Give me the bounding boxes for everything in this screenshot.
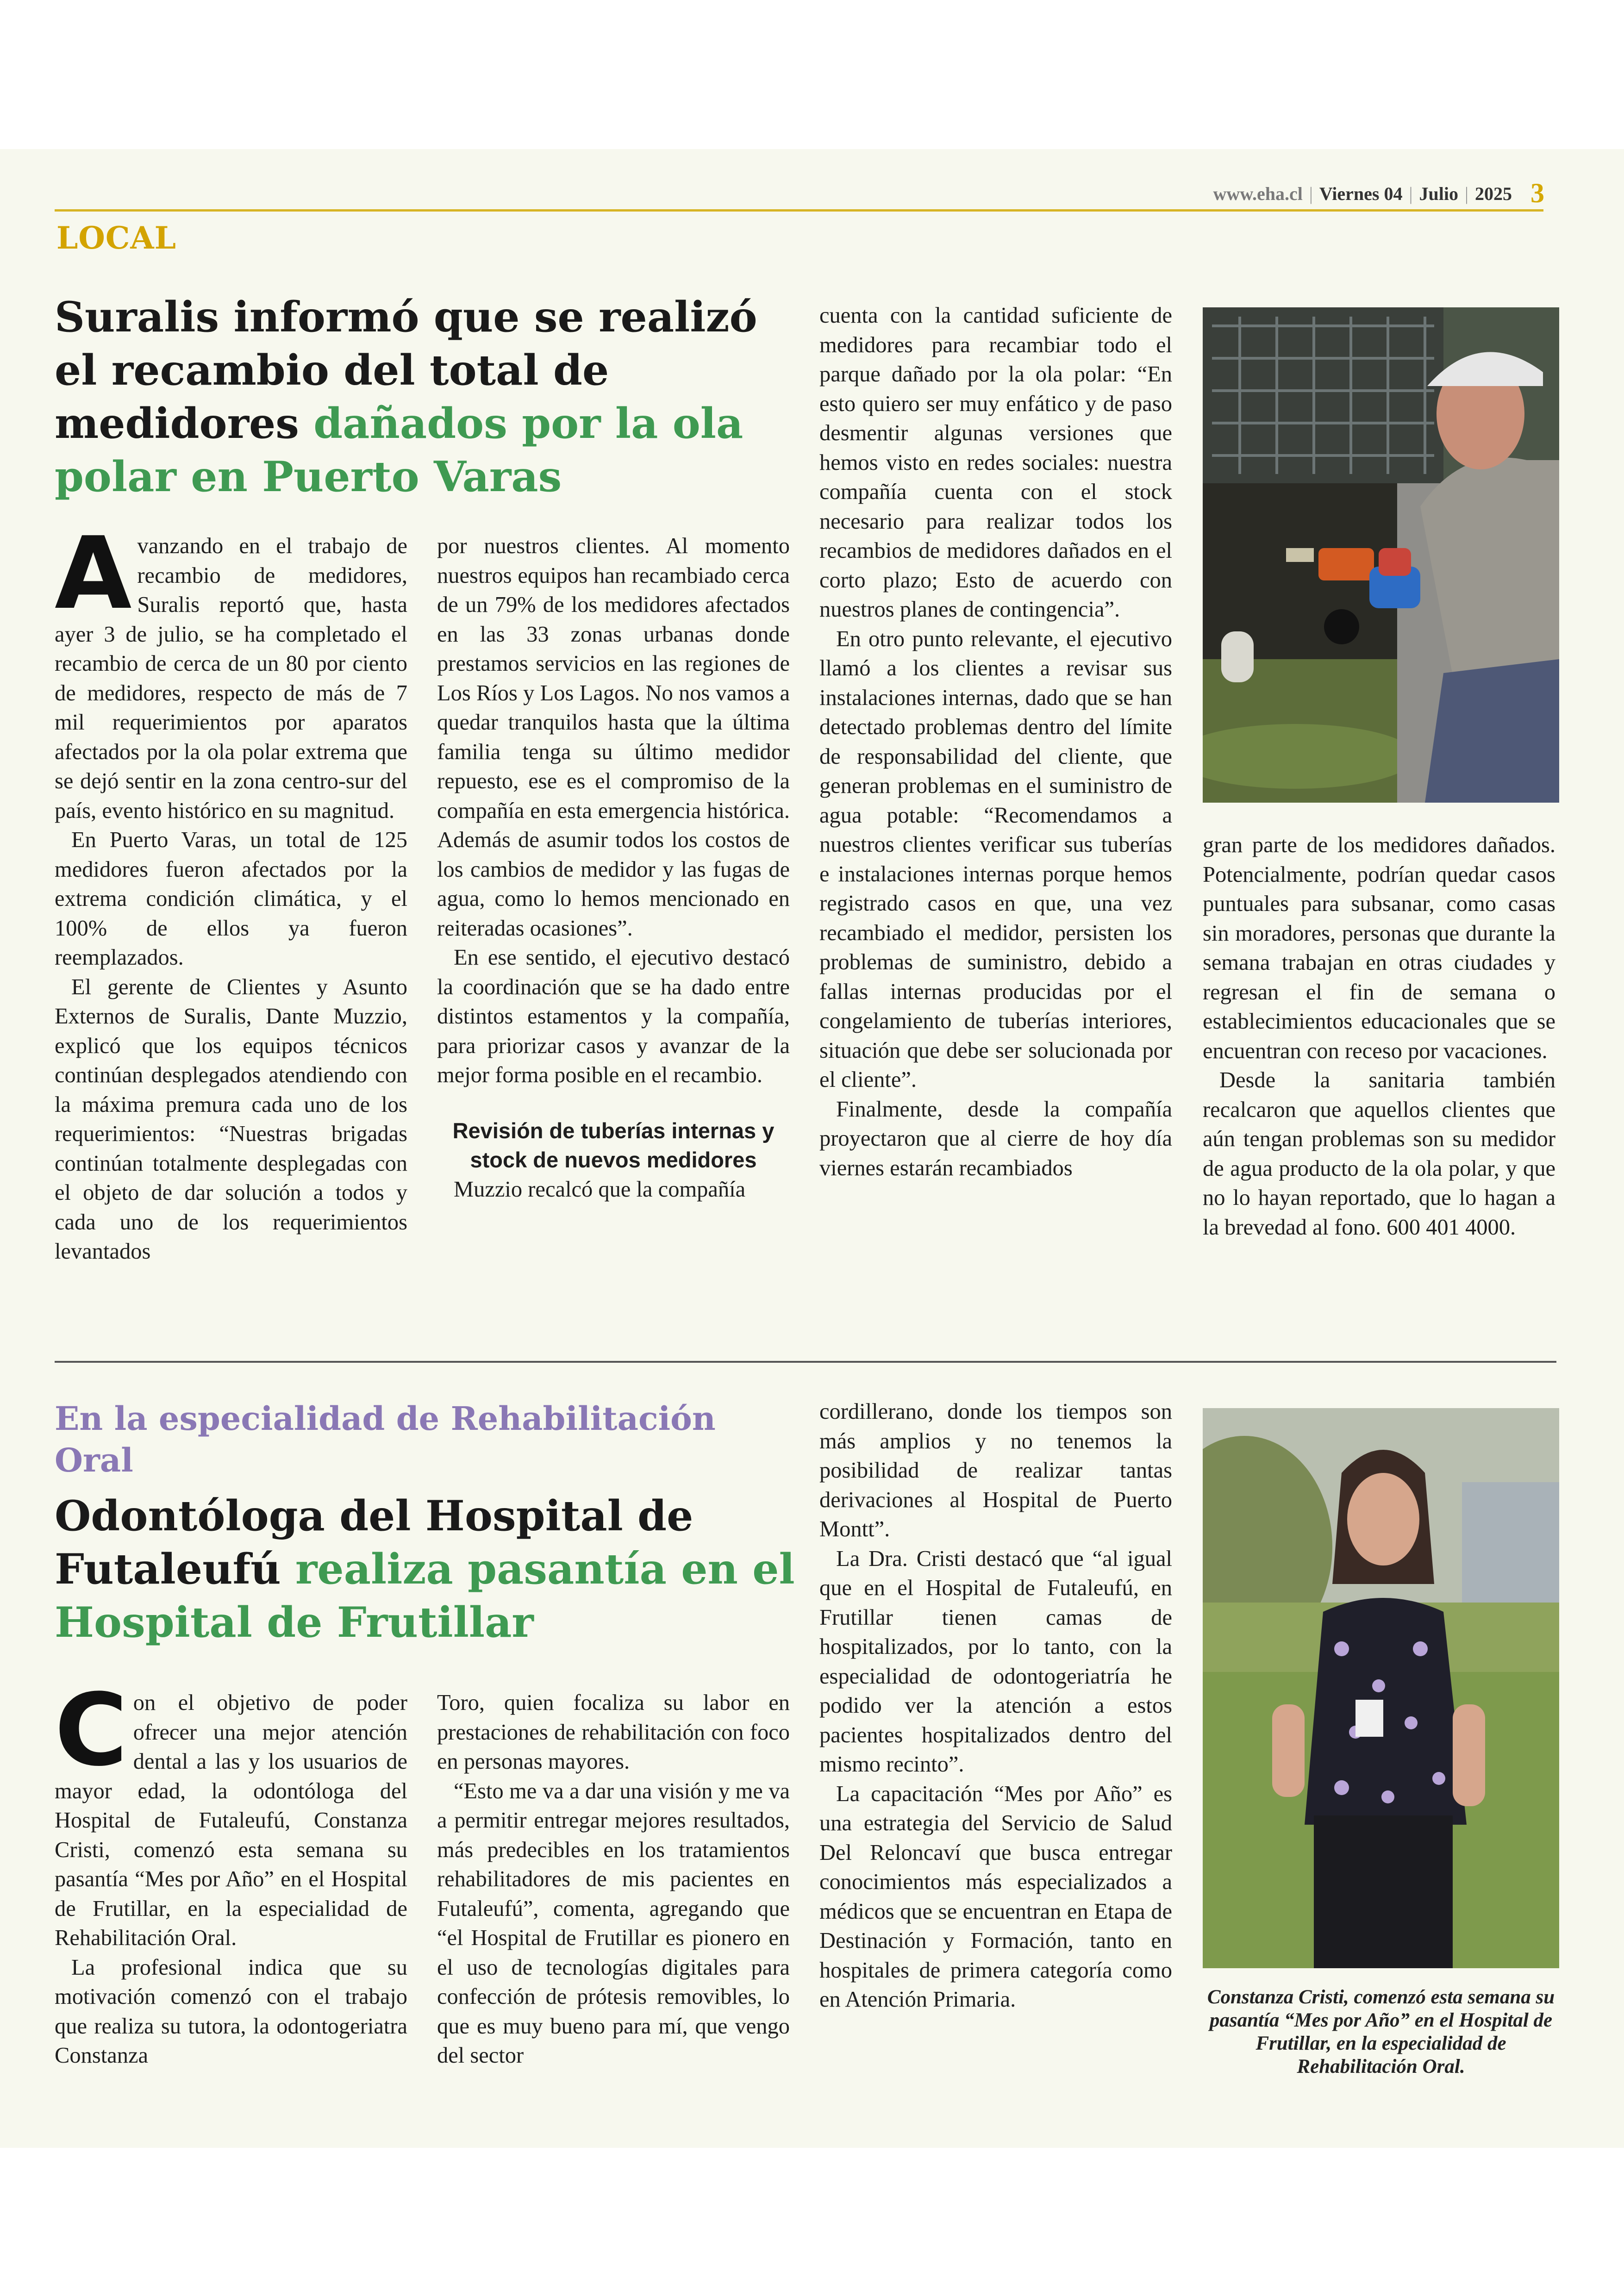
separator: |	[1464, 183, 1468, 204]
page-header	[1213, 178, 1544, 208]
date-year: 2025	[1475, 183, 1512, 204]
lead-paragraph: Con el objetivo de poder ofrecer una mejor atención dental a las y los usuarios de mayor edad, la odontóloga del Hospital de Futaleufú, Constanza Cristi, comenzó esta semana su pasantía “Mes por Año” en el Hospital de Frutillar, en la especialidad de Rehabilitación Oral.	[55, 1672, 407, 1950]
photo-caption: Constanza Cristi, comenzó esta semana su pasantía “Mes por Año” en el Hospital de Frutillar, en la especialidad de Rehabilitación Oral.	[1207, 1986, 1555, 2077]
dentist-portrait-photo	[1203, 1408, 1559, 1968]
article1-column-4	[1203, 830, 1555, 1242]
separator: |	[1409, 183, 1413, 204]
page-number: 3	[1530, 178, 1544, 208]
paragraph: gran parte de los medidores dañados. Potencialmente, podrían quedar casos puntuales para subsanar, como casas sin moradores, personas que durante la semana trabajan en otras ciudades y regresan el fin de semana o establecimientos educacionales que se encuentran con receso por vacaciones.	[1203, 833, 1555, 1063]
drop-cap: A	[55, 515, 132, 631]
article2-headline	[55, 1490, 795, 1649]
lead-paragraph: Avanzando en el trabajo de recambio de medidores, Suralis reportó que, hasta ayer 3 de julio, se ha completado el recambio de cerca de un 80 por ciento de medidores, respecto de más de 7 mil requerimientos por aparatos afectados por la ola polar extrema que se dejó sentir en la zona centro-sur del país, evento histórico en su magnitud.	[55, 515, 407, 823]
article-divider	[55, 1361, 1556, 1363]
article1-column-1	[55, 515, 407, 1266]
paragraph: Finalmente, desde la compañía proyectaron que al cierre de hoy día viernes estarán recambiados	[819, 1097, 1172, 1180]
article2-kicker: En la especialidad de Rehabilitación Oral	[55, 1399, 716, 1479]
paragraph: La profesional indica que su motivación comenzó con el trabajo que realiza su tutora, la odontogeriatra Constanza	[55, 1955, 407, 2068]
article2-column-3	[819, 1397, 1172, 2014]
headline-green-part: dañados por la ola polar en Puerto Varas	[55, 399, 743, 501]
paragraph: cordillerano, donde los tiempos son más amplios y no tenemos la posibilidad de realizar tantas derivaciones al Hospital de Puerto Montt”.	[819, 1399, 1172, 1541]
paragraph: cuenta con la cantidad suficiente de medidores para recambiar todo el parque dañado por la ola polar: “En esto quiero ser muy enfático y de paso desmentir algunas versiones que hemos visto en redes sociales: nuestra compañía cuenta con el stock necesario para realizar todos los recambios de medidores dañados en el corto plazo; Esto de acuerdo con nuestros planes de contingencia”.	[819, 303, 1172, 622]
paragraph: La Dra. Cristi destacó que “al igual que en el Hospital de Futaleufú, en Frutillar tienen camas de hospitalizados, por lo tanto, con la especialidad de odontogeriatría he podido ver la atención a estos pacientes hospitalizados dentro del mismo recinto”.	[819, 1546, 1172, 1777]
worker-photo-illustration	[1203, 307, 1559, 803]
paragraph: “Esto me va a dar una visión y me va a permitir entregar mejores resultados, más predecibles en los tratamientos rehabilitadores de mis pacientes en Futaleufú”, comenta, agregando que “el Hospital de Frutillar es pionero en el uso de tecnologías digitales para confección de prótesis removibles, lo que es muy bueno para mí, que vengo del sector	[437, 1778, 790, 2068]
paragraph: En otro punto relevante, el ejecutivo llamó a los clientes a revisar sus instalaciones internas, dado que se han detectado problemas dentro del límite de responsabilidad del cliente, que generan problemas en el suministro de agua potable: “Recomendamos a nuestros clientes verificar sus tuberías e instalaciones internas porque hemos registrado casos en que, una vez recambiado el medidor, persisten los problemas de suministro, debido a fallas internas producidas por el congelamiento de tuberías interiores, situación que debe ser solucionada por el cliente”.	[819, 626, 1172, 1092]
drop-cap: C	[55, 1672, 128, 1788]
subheading: Revisión de tuberías internas y stock de nuevos medidores	[452, 1118, 775, 1172]
article2-column-2	[437, 1688, 790, 2070]
article1-headline	[55, 291, 795, 504]
date-day: Viernes 04	[1319, 183, 1403, 204]
date-month: Julio	[1419, 183, 1458, 204]
paragraph: Toro, quien focaliza su labor en prestaciones de rehabilitación con foco en personas mayores.	[437, 1690, 790, 1774]
article2-column-1	[55, 1672, 407, 2070]
article1-column-3	[819, 301, 1172, 1183]
paragraph: El gerente de Clientes y Asunto Externos de Suralis, Dante Muzzio, explicó que los equipos técnicos continúan desplegados atendiendo con la máxima premura cada uno de los requerimientos: “Nuestras brigadas continúan totalmente desplegadas con el objeto de dar solución a todos y cada uno de los requerimientos levantados	[55, 974, 407, 1264]
meter-replacement-photo	[1203, 307, 1559, 803]
paragraph: La capacitación “Mes por Año” es una estrategia del Servicio de Salud Del Reloncaví que busca entregar conocimientos más especializados a médicos que se encuentran en Etapa de Destinación y Formación, tanto en hospitales de primera categoría como en Atención Primaria.	[819, 1781, 1172, 2012]
headline-green-part: realiza pasantía en el Hospital de Frutillar	[55, 1545, 795, 1647]
paragraph: Desde la sanitaria también recalcaron que aquellos clientes que aún tengan problemas son su medidor de agua producto de la ola polar, y que no lo hayan reportado, que lo hagan a la brevedad al fono. 600 401 4000.	[1203, 1068, 1555, 1240]
portrait-illustration	[1203, 1408, 1559, 1968]
header-rule	[55, 209, 1543, 212]
site-url[interactable]: www.eha.cl	[1213, 183, 1303, 204]
paragraph: Muzzio recalcó que la compañía	[454, 1177, 746, 1202]
paragraph: En ese sentido, el ejecutivo destacó la coordinación que se ha dado entre distintos estamentos y la compañía, para priorizar casos y avanzar de la mejor forma posible en el recambio.	[437, 945, 790, 1087]
section-label: LOCAL	[56, 220, 177, 256]
paragraph: En Puerto Varas, un total de 125 medidores fueron afectados por la extrema condición climática, y el 100% de ellos ya fueron reemplazados.	[55, 828, 407, 970]
headline-black-part: Odontóloga del Hospital de Futaleufú	[55, 1491, 693, 1594]
separator: |	[1309, 183, 1313, 204]
headline-black-part: Suralis informó que se realizó el recambio del total de medidores	[55, 293, 757, 448]
article1-column-2	[437, 531, 790, 1204]
paragraph: por nuestros clientes. Al momento nuestros equipos han recambiado cerca de un 79% de los medidores afectados en las 33 zonas urbanas donde prestamos servicios en las regiones de Los Ríos y Los Lagos. No nos vamos a quedar tranquilos hasta que la última familia tenga su último medidor repuesto, ese es el compromiso de la compañía en esta emergencia histórica. Además de asumir todos los costos de los cambios de medidor y las fugas de agua, como lo hemos mencionado en reiteradas ocasiones”.	[437, 534, 790, 941]
